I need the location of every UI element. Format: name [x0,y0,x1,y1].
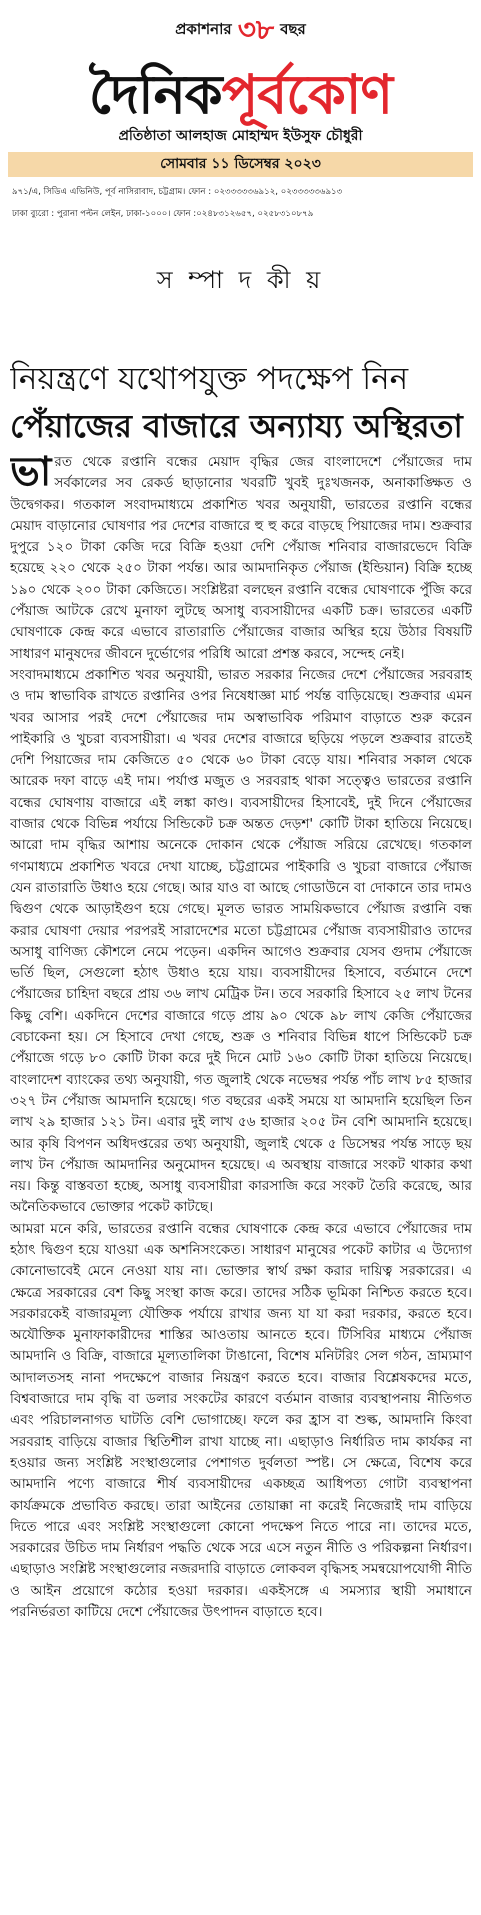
editorial-body [10,452,472,1908]
title-part-black: দৈনিক [88,63,222,126]
address-dhaka: ঢাকা ব্যুরো : পুরানা পল্টন লেইন, ঢাকা-১০০০। ফোন :০২৪৮৩১২৬৫৭, ০২৫৮৩১০৮৭৯ [12,209,314,219]
paragraph-1-text: রত থেকে রপ্তানি বন্ধের মেয়াদ বৃদ্ধির জের বাংলাদেশে পেঁয়াজের দাম সর্বকালের সব রেকর্ড ছাড়ানোর খবরটি খুবই দুঃখজনক, অনাকাঙ্ক্ষিত ও উদ্বেগকর। গতকাল সংবাদমাধ্যমে প্রকাশিত খবর অনুযায়ী, ভারতের রপ্তানি বন্ধের মেয়াদ বাড়ানোর ঘোষণার পর দেশের বাজারে হু হু করে বাড়ছে পিয়াজের দাম। শুক্রবার দুপুরে ১২০ টাকা কেজি দরে বিক্রি হওয়া দেশি পেঁয়াজ শনিবার বাজারভেদে বিক্রি হয়েছে ২২০ থেকে ২৫০ টাকা পর্যন্ত। আর আমদানিকৃত পেঁয়াজ (ইন্ডিয়ান) বিক্রি হচ্ছে ১৯০ থেকে ২০০ টাকা কেজিতে। সংশ্লিষ্টরা বলছেন রপ্তানি বন্ধের ঘোষণাকে পুঁজি করে পেঁয়াজ আটকে রেখে মুনাফা লুটছে অসাধু ব্যবসায়ীদের একটি চক্র। ভারতের একটি ঘোষণাকে কেন্দ্র করে এভাবে রাতারাতি পেঁয়াজের বাজার অস্থির হয়ে উঠার বিষয়টি সাধারণ মানুষদের জীবনে দুর্ভোগের পরিধি আরো প্রশস্ত করবে, সন্দেহ নেই। [10,454,472,662]
drop-cap: ভা [10,452,52,495]
headline-main: পেঁয়াজের বাজারে অন্যায্য অস্থিরতা [10,407,463,445]
section-heading: স ম্পা দ কী য় [156,266,325,294]
paragraph-1 [10,452,472,665]
date-band: সোমবার ১১ ডিসেম্বর ২০২৩ [8,152,473,177]
tagline-suffix: বছর [280,19,306,38]
title-part-red: পূর্বকোণ [221,63,393,126]
paragraph-2: সংবাদমাধ্যমে প্রকাশিত খবর অনুযায়ী, ভারত সরকার নিজের দেশে পেঁয়াজের সরবরাহ ও দাম স্বাভাবিক রাখতে রপ্তানির ওপর নিষেধাজ্ঞা মার্চ পর্যন্ত বাড়িয়েছে। শুক্রবার এমন খবর আসার পরই দেশে পেঁয়াজের দাম অস্বাভাবিক পরিমাণ বাড়াতে শুরু করেন পাইকারি ও খুচরা ব্যবসায়ীরা। এ খবর দেশের বাজারে ছড়িয়ে পড়লে শুক্রবার রাতেই দেশি পিয়াজের দাম কেজিতে ৫০ থেকে ৬০ টাকা বেড়ে যায়। শনিবার সকাল থেকে আরেক দফা বাড়ে এই দাম। পর্যাপ্ত মজুত ও সরবরাহ থাকা সত্ত্বেও ভারতের রপ্তানি বন্ধের ঘোষণায় বাজারে এই লঙ্কা কাণ্ড। ব্যবসায়ীদের হিসাবেই, দুই দিনে পেঁয়াজের বাজার থেকে বিভিন্ন পর্যায়ে সিন্ডিকেট চক্র অন্তত দেড়শ' কোটি টাকা হাতিয়ে নিয়েছে। আরো দাম বৃদ্ধির আশায় অনেকে দোকান থেকে পেঁয়াজ সরিয়ে রেখেছে। গতকাল গণমাধ্যমে প্রকাশিত খবরে দেখা যাচ্ছে, চট্টগ্রামের পাইকারি ও খুচরা বাজারে পেঁয়াজ যেন রাতারাতি উধাও হয়ে গেছে। আর যাও বা আছে গোডাউনে বা দোকানে তার দামও দ্বিগুণ থেকে আড়াইগুণ হয়ে গেছে। মূলত ভারত সাময়িকভাবে পেঁয়াজ রপ্তানি বন্ধ করার ঘোষণা দেয়ার পরপরই সারাদেশের মতো চট্টগ্রামের পেঁয়াজ ব্যবসায়ীরাও তাদের অসাধু বাণিজ্য কৌশলে নেমে পড়েন। একদিন আগেও শুক্রবার যেসব গুদাম পেঁয়াজে ভর্তি ছিল, সেগুলো হঠাৎ উধাও হয়ে যায়। ব্যবসায়ীদের হিসাবে, বর্তমানে দেশে পেঁয়াজের চাহিদা বছরে প্রায় ৩৬ লাখ মেট্রিক টন। তবে সরকারি হিসাবে ২৫ লাখ টনের কিছু বেশি। একদিনে দেশের বাজারে গড়ে প্রায় ৯০ থেকে ৯৮ লাখ কেজি পেঁয়াজের বেচাকেনা হয়। সে হিসাবে দেখা গেছে, শুক্র ও শনিবার বিভিন্ন ধাপে সিন্ডিকেট চক্র পেঁয়াজে গড়ে ৮০ কোটি টাকা করে দুই দিনে মোট ১৬০ কোটি টাকা হাতিয়ে নিয়েছে। বাংলাদেশ ব্যাংকের তথ্য অনুযায়ী, গত জুলাই থেকে নভেম্বর পর্যন্ত পাঁচ লাখ ৮৫ হাজার ৩২৭ টন পেঁয়াজ আমদানি হয়েছে। গত বছরের একই সময়ে যা আমদানি হয়েছিল তিন লাখ ২৯ হাজার ১২১ টন। এবার দুই লাখ ৫৬ হাজার ২০৫ টন বেশি আমদানি হয়েছে। আর কৃষি বিপণন অধিদপ্তরের তথ্য অনুযায়ী, জুলাই থেকে ৫ ডিসেম্বর পর্যন্ত সাড়ে ছয় লাখ টন পেঁয়াজ আমদানির অনুমোদন হয়েছে। এ অবস্থায় বাজারে সংকট থাকার কথা নয়। কিন্তু বাস্তবতা হচ্ছে, অসাধু ব্যবসায়ীরা কারসাজি করে সংকট তৈরি করেছে, আর অনৈতিকভাবে ভোক্তার পকেট কাটছে। [10,666,472,1216]
newspaper-title [0,54,481,126]
founder-line: প্রতিষ্ঠাতা আলহাজ মোহাম্মদ ইউসুফ চৌধুরী [118,128,363,144]
paragraph-3: আমরা মনে করি, ভারতের রপ্তানি বন্ধের ঘোষণাকে কেন্দ্র করে এভাবে পেঁয়াজের দাম হঠাৎ দ্বিগুণ হয়ে যাওয়া এক অশনিসংকেত। সাধারণ মানুষের পকেট কাটার এ উদ্যোগ কোনোভাবেই মেনে নেওয়া যায় না। ভোক্তার স্বার্থ রক্ষা করার দায়িত্ব সরকারের। এ ক্ষেত্রে সরকারের বেশ কিছু সংস্থা কাজ করে। তাদের সঠিক ভূমিকা নিশ্চিত করতে হবে। সরকারকেই বাজারমূল্য যৌক্তিক পর্যায়ে রাখার জন্য যা যা করা দরকার, করতে হবে। অযৌক্তিক মুনাফাকারীদের শাস্তির আওতায় আনতে হবে। টিসিবির মাধ্যমে পেঁয়াজ আমদানি ও বিক্রি, বাজারে মূল্যতালিকা টাঙানো, বিশেষ মনিটরিং সেল গঠন, ভ্রাম্যমাণ আদালতসহ নানা পদক্ষেপে বাজার নিয়ন্ত্রণ করতে হবে। বাজার বিশ্লেষকদের মতে, বিশ্ববাজারে দাম বৃদ্ধি বা ডলার সংকটের কারণে বর্তমান বাজার ব্যবস্থাপনায় নীতিগত এবং পরিচালনাগত ঘাটতি বেশি ভোগাচ্ছে। ফলে কর হ্রাস বা শুল্ক, আমদানি কিংবা সরবরাহ বাড়িয়ে বাজার স্থিতিশীল রাখা যাচ্ছে না। এছাড়াও নির্ধারিত দাম কার্যকর না হওয়ার জন্য সংশ্লিষ্ট সংস্থাগুলোর পেশাগত দুর্বলতা স্পষ্ট। সে ক্ষেত্রে, বিশেষ করে আমদানি পণ্যে বাজারে শীর্ষ ব্যবসায়ীদের একচ্ছত্র আধিপত্য গোটা ব্যবস্থাপনা কার্যক্রমকে প্রভাবিত করছে। তারা আইনের তোয়াক্কা না করেই নিজেরাই দাম বাড়িয়ে দিতে পারে এবং সংশ্লিষ্ট সংস্থাগুলো কোনো পদক্ষেপ নিতে পারে না। তাদের মতে, সরকারের উচিত দাম নির্ধারণ পদ্ধতি থেকে সরে এসে নতুন নীতি ও পরিকল্পনা নির্ধারণ। এছাড়াও সংশ্লিষ্ট সংস্থাগুলোর নজরদারি বাড়াতে লোকবল বৃদ্ধিসহ সমন্বয়োপযোগী নীতি ও আইন প্রয়োগে কঠোর হওয়া দরকার। একইসঙ্গে এ সমস্যার স্থায়ী সমাধানে পরনির্ভরতা কাটিয়ে দেশে পেঁয়াজের উৎপাদন বাড়াতে হবে। [10,1220,472,1621]
masthead-tagline [0,10,481,50]
tagline-prefix: প্রকাশনার [175,19,232,38]
address-chattogram: ৯৭১/এ, সিডিএ এভিনিউ, পূর্ব নাসিরাবাদ, চট্টগ্রাম। ফোন : ০২৩৩৩৩৩৬৯১২, ০২৩৩৩৩৩৬৯১৩ [12,187,343,197]
headline-kicker: নিয়ন্ত্রণে যথোপযুক্ত পদক্ষেপ নিন [10,361,409,397]
anniversary-number: ৩৮ [237,13,275,46]
